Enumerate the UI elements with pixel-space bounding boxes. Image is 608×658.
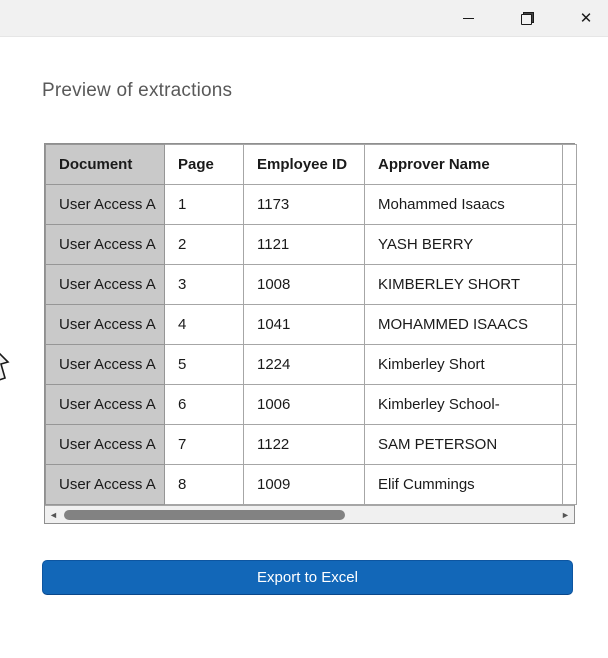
cell-employee-id[interactable]: 1041 — [244, 305, 365, 345]
scrollbar-thumb[interactable] — [64, 510, 345, 520]
restore-button[interactable] — [505, 0, 549, 36]
table-row — [46, 465, 577, 505]
close-icon: ✕ — [579, 9, 593, 27]
cell-approver-name[interactable]: Elif Cummings — [365, 465, 563, 505]
cell-page[interactable]: 5 — [165, 345, 244, 385]
cell-employee-id[interactable]: 1008 — [244, 265, 365, 305]
cell-page[interactable]: 6 — [165, 385, 244, 425]
cell-page[interactable]: 2 — [165, 225, 244, 265]
extractions-grid — [44, 143, 575, 524]
horizontal-scrollbar[interactable] — [45, 505, 574, 523]
titlebar — [0, 0, 608, 37]
cell-document[interactable]: User Access A — [46, 385, 165, 425]
cell-document[interactable]: User Access A — [46, 225, 165, 265]
cell-overflow — [563, 305, 577, 345]
table-row — [46, 425, 577, 465]
scroll-left-icon[interactable]: ◄ — [49, 509, 58, 520]
cell-overflow — [563, 425, 577, 465]
header-row — [46, 145, 577, 185]
column-header-approver-name[interactable]: Approver Name — [365, 145, 563, 185]
cell-approver-name[interactable]: Kimberley Short — [365, 345, 563, 385]
cell-overflow — [563, 385, 577, 425]
cell-approver-name[interactable]: Mohammed Isaacs — [365, 185, 563, 225]
cell-approver-name[interactable]: YASH BERRY — [365, 225, 563, 265]
cell-approver-name[interactable]: MOHAMMED ISAACS — [365, 305, 563, 345]
table-row — [46, 185, 577, 225]
page-title: Preview of extractions — [42, 80, 233, 101]
column-header-document[interactable]: Document — [46, 145, 165, 185]
scroll-right-icon[interactable]: ► — [561, 509, 570, 520]
cell-overflow — [563, 225, 577, 265]
cell-page[interactable]: 7 — [165, 425, 244, 465]
restore-icon — [521, 12, 534, 25]
minimize-button[interactable] — [446, 0, 490, 36]
cell-document[interactable]: User Access A — [46, 345, 165, 385]
table-row — [46, 345, 577, 385]
cell-document[interactable]: User Access A — [46, 425, 165, 465]
cell-overflow — [563, 265, 577, 305]
cell-overflow — [563, 185, 577, 225]
cell-document[interactable]: User Access A — [46, 465, 165, 505]
cell-approver-name[interactable]: SAM PETERSON — [365, 425, 563, 465]
cell-document[interactable]: User Access A — [46, 265, 165, 305]
cell-overflow — [563, 465, 577, 505]
cell-document[interactable]: User Access A — [46, 185, 165, 225]
export-to-excel-button[interactable]: Export to Excel — [42, 560, 573, 595]
table-row — [46, 385, 577, 425]
mouse-cursor — [0, 345, 14, 387]
minimize-icon — [463, 18, 474, 19]
cell-page[interactable]: 8 — [165, 465, 244, 505]
cell-employee-id[interactable]: 1122 — [244, 425, 365, 465]
cell-page[interactable]: 3 — [165, 265, 244, 305]
cell-overflow — [563, 345, 577, 385]
cell-approver-name[interactable]: Kimberley School- — [365, 385, 563, 425]
cell-page[interactable]: 1 — [165, 185, 244, 225]
cell-employee-id[interactable]: 1009 — [244, 465, 365, 505]
column-header-page[interactable]: Page — [165, 145, 244, 185]
close-button[interactable] — [564, 0, 608, 36]
table-row — [46, 305, 577, 345]
table-row — [46, 225, 577, 265]
column-header-overflow — [563, 145, 577, 185]
cell-document[interactable]: User Access A — [46, 305, 165, 345]
column-header-employee-id[interactable]: Employee ID — [244, 145, 365, 185]
cell-approver-name[interactable]: KIMBERLEY SHORT — [365, 265, 563, 305]
cell-employee-id[interactable]: 1224 — [244, 345, 365, 385]
cell-employee-id[interactable]: 1006 — [244, 385, 365, 425]
cell-employee-id[interactable]: 1173 — [244, 185, 365, 225]
extractions-table — [45, 144, 577, 505]
cell-employee-id[interactable]: 1121 — [244, 225, 365, 265]
table-row — [46, 265, 577, 305]
cell-page[interactable]: 4 — [165, 305, 244, 345]
